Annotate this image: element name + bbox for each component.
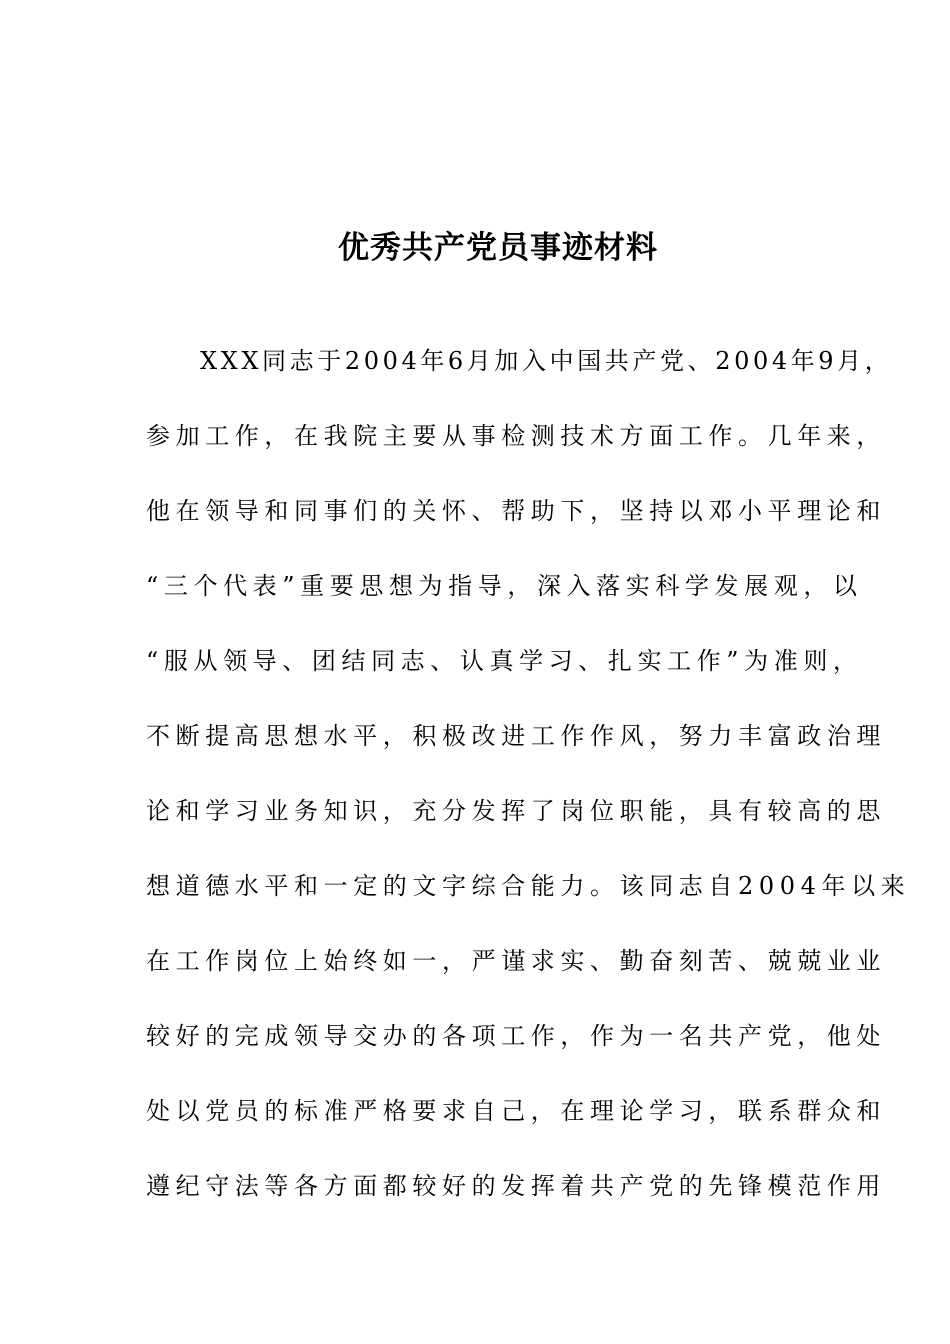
paragraph-line: “服从领导、团结同志、认真学习、扎实工作”为准则， <box>146 647 863 675</box>
document-title: 优秀共产党员事迹材料 <box>338 230 658 266</box>
paragraph-line: 遵纪守法等各方面都较好的发挥着共产党的先锋模范作用 <box>146 1172 886 1200</box>
paragraph-line: 想道德水平和一定的文字综合能力。该同志自2004年以来 <box>146 872 911 900</box>
paragraph-line: 较好的完成领导交办的各项工作，作为一名共产党，他处 <box>146 1022 886 1050</box>
paragraph-line: 不断提高思想水平，积极改进工作作风，努力丰富政治理 <box>146 722 886 750</box>
paragraph-line: “三个代表”重要思想为指导，深入落实科学发展观，以 <box>146 572 863 600</box>
paragraph-line: 论和学习业务知识，充分发挥了岗位职能，具有较高的思 <box>146 797 886 825</box>
paragraph-line: 他在领导和同事们的关怀、帮助下，坚持以邓小平理论和 <box>146 497 886 525</box>
paragraph-line: 在工作岗位上始终如一，严谨求实、勤奋刻苦、兢兢业业 <box>146 947 886 975</box>
paragraph-line: 处以党员的标准严格要求自己，在理论学习，联系群众和 <box>146 1097 886 1125</box>
paragraph-line: 参加工作，在我院主要从事检测技术方面工作。几年来， <box>146 422 886 450</box>
paragraph-line: XXX同志于2004年6月加入中国共产党、2004年9月， <box>200 347 893 375</box>
